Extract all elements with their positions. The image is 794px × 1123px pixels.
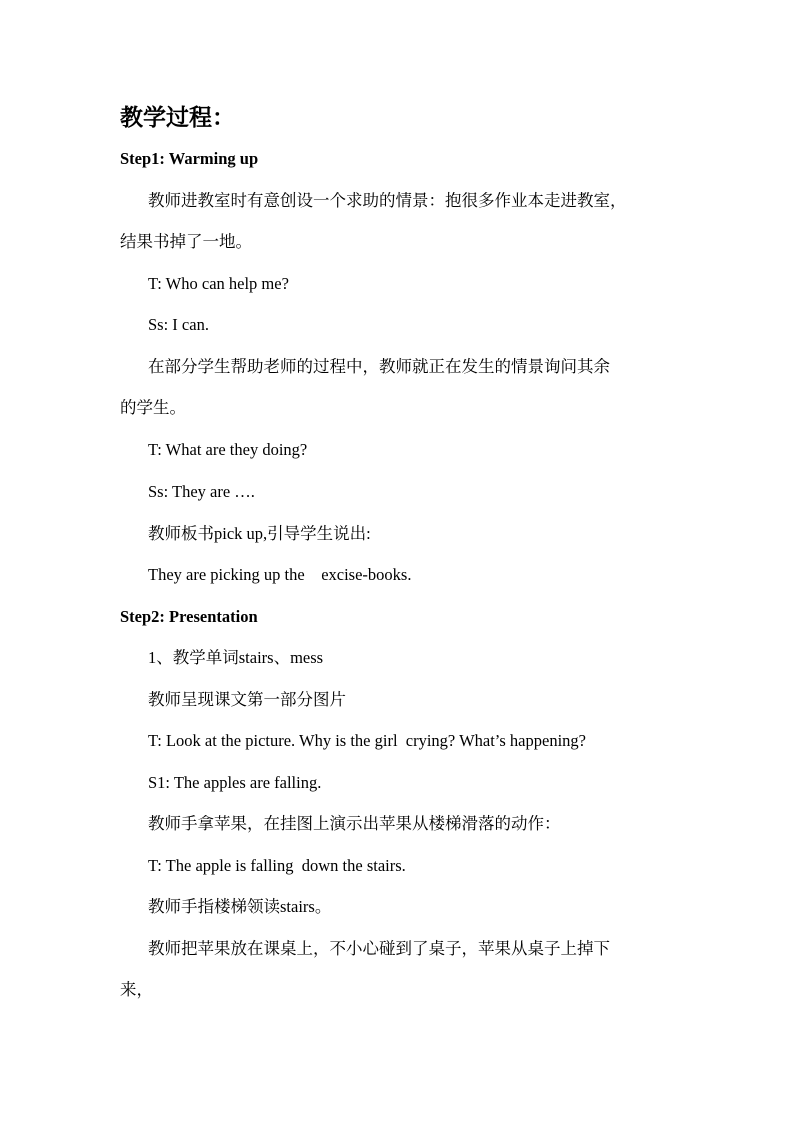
dialogue-line: T: Look at the picture. Why is the girl crying? What’s happening?: [148, 731, 586, 750]
dialogue-line: T: The apple is falling down the stairs.: [148, 856, 406, 875]
paragraph-line: 教师进教室时有意创设一个求助的情景：抱很多作业本走进教室，: [148, 191, 627, 210]
dialogue-line: Ss: They are ….: [148, 482, 255, 501]
dialogue-line: T: What are they doing?: [148, 440, 308, 459]
paragraph-line: 1、教学单词stairs、mess: [148, 648, 324, 667]
paragraph-line: 教师手拿苹果，在挂图上演示出苹果从楼梯滑落的动作：: [148, 814, 561, 833]
paragraph-line: 教师手指楼梯领读stairs。: [148, 897, 332, 916]
dialogue-line: Ss: I can.: [148, 315, 209, 334]
paragraph-line: 来，: [120, 980, 153, 999]
paragraph-line: 教师板书pick up,引导学生说出:: [148, 524, 371, 543]
dialogue-line: They are picking up the excise-books.: [148, 565, 412, 584]
dialogue-line: S1: The apples are falling.: [148, 773, 322, 792]
dialogue-line: T: Who can help me?: [148, 274, 289, 293]
page-title: 教学过程：: [120, 105, 235, 130]
paragraph-line: 结果书掉了一地。: [120, 232, 252, 251]
paragraph-line: 在部分学生帮助老师的过程中，教师就正在发生的情景询问其余: [148, 357, 610, 376]
paragraph-line: 教师把苹果放在课桌上，不小心碰到了桌子，苹果从桌子上掉下: [148, 939, 610, 958]
step1-heading: Step1: Warming up: [120, 149, 259, 168]
paragraph-line: 教师呈现课文第一部分图片: [148, 690, 346, 709]
paragraph-line: 的学生。: [120, 398, 186, 417]
step2-heading: Step2: Presentation: [120, 607, 258, 626]
